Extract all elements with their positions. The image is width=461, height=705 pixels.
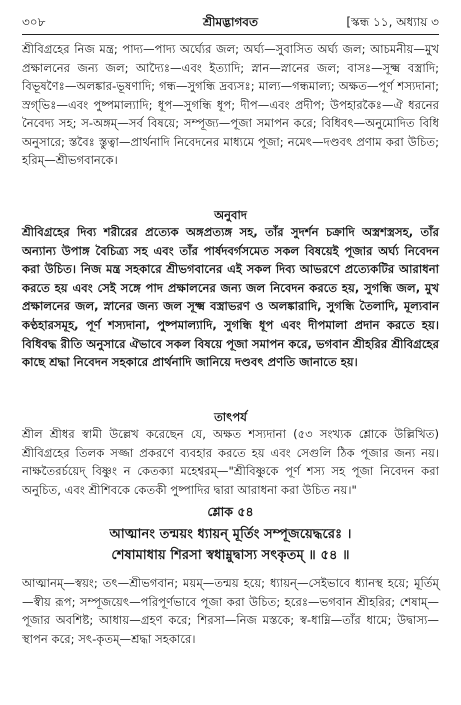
word-synonyms: শ্রীবিগ্রহের নিজ মন্ত্র; পাদ্য—পাদ্য অর্ঘ্যের জল; অর্ঘ্য—সুবাসিত অর্ঘ্য জল; আচমনীয়—মুখ প্রক্ষালনের জন্য জল; আদ্যৈঃ—এবং ইত্যাদি; স্নান—স্নানের জল; বাসঃ—সূক্ষ্ম বস্ত্রাদি; বিভূষণৈঃ—অলঙ্কার-ভূষণাদি; গন্ধ—সুগন্ধি দ্রব্যসঃ; মাল্য—গন্ধমাল্য; অক্ষত—পূর্ণ শস্যদানা; স্রগ্‌ভিঃ—এবং পুষ্পমাল্যাদি; ধূপ—সুগন্ধি ধূপ; দীপ—এবং প্রদীপ; উপহারকৈঃ—ঐ ধরনের নৈবেদ্য সহ; স-অঙ্গম্—সর্ব বিষয়ে; সম্পূজ্য—পূজা সমাপন করে; বিধিবৎ—অনুমোদিত বিধি অনুসারে; স্তবৈঃ স্তুত্বা—প্রার্থনাদি নিবেদনের মাধ্যমে পূজা; নমেৎ—দণ্ডবৎ প্রণাম করা উচিত; হরিম্—শ্রীভগবানকে।: [22, 42, 439, 167]
verse-label: শ্লোক ৫৪: [207, 504, 254, 519]
chapter-reference: [স্কন্ধ ১১, অধ্যায় ৩: [346, 15, 439, 29]
purport-heading: তাৎপর্য: [214, 410, 247, 424]
book-title: শ্রীমদ্ভাগবত: [202, 15, 258, 29]
verse-synonyms: আত্মানম্—স্বয়ং; তৎ—শ্রীভগবান; ময়ম্—তন্ময় হয়ে; ধ্যায়ন্—সেইভাবে ধ্যানস্থ হয়ে; মূর্তিম্—স্বীয় রূপ; সম্পূজয়েৎ—পরিপূর্ণভাবে পূজা করা উচিত; হরেঃ—ভগবান শ্রীহরির; শেষাম্—পূজার অবশিষ্ট; আধায়—গ্রহণ করে; শিরসা—নিজ মস্তকে; স্ব-ধাম্নি—তাঁর ধামে; উদ্বাস্য—স্থাপন করে; সৎ-কৃতম্—শ্রদ্ধা সহকারে।: [22, 576, 439, 646]
verse-line: শেষামাধায় শিরসা স্বধাম্নুদ্বাস্য সৎকৃতম্ ॥ ৫৪ ॥: [111, 548, 350, 563]
page-header: [22, 12, 439, 32]
translation-text: শ্রীবিগ্রহের দিব্য শরীরের প্রত্যেক অঙ্গপ্রত্যঙ্গ সহ, তাঁর সুদর্শন চক্রাদি অস্ত্রশস্ত্রসহ, তাঁর অন্যান্য উপাঙ্গ বৈচিত্র্য সহ এবং তাঁর পার্ষদবর্গসমেত সকল বিষয়েই পূজার অর্ঘ্য নিবেদন করা উচিত। নিজ মন্ত্র সহকারে শ্রীভগবানের এই সকল দিব্য আভরণে প্রত্যেকটির আরাধনা করতে হয় এবং সেই সঙ্গে পাদ প্রক্ষালনের জন্য জল নিবেদন করতে হয়, সুগন্ধি জল, মুখ প্রক্ষালনের জল, স্নানের জন্য জল সূক্ষ্ম বস্ত্রাভরণ ও অলঙ্কারাদি, সুগন্ধি তৈলাদি, মূল্যবান কণ্ঠহারসমূহ, পূর্ণ শস্যদানা, পুষ্পমাল্যাদি, সুগন্ধি ধূপ এবং দীপমালা প্রদান করতে হয়। বিধিবদ্ধ রীতি অনুসারে ঐভাবে সকল বিষয়ে পূজা সমাপন করে, ভগবান শ্রীহরির শ্রীবিগ্রহের কাছে শ্রদ্ধা নিবেদন সহকারে প্রার্থনাদি জানিয়ে দণ্ডবৎ প্রণতি জানাতে হয়।: [22, 225, 439, 370]
page-number: ৩০৮: [22, 15, 46, 29]
page-body: [22, 40, 439, 686]
verse-line: আত্মানং তন্ময়ং ধ্যায়ন্ মূর্তিং সম্পূজয়েদ্ধরেঃ ।: [109, 527, 352, 542]
verse-text: [22, 524, 439, 570]
header-divider: [22, 34, 439, 35]
translation-heading: অনুবাদ: [214, 208, 247, 222]
purport-text: শ্রীল শ্রীধর স্বামী উল্লেখ করেছেন যে, অক্ষত শস্যদানা (৫৩ সংখ্যক শ্লোকে উল্লিখিত) শ্রীবিগ্রহের তিলক সজ্জা প্রকরণে ব্যবহার করতে হয় এবং সেগুলি ঠিক পূজার জন্য নয়। নাক্ষতৈরর্চয়েদ্ বিষ্ণুং ন কেতক্যা মহেশ্বরম্—"শ্রীবিষ্ণুকে পূর্ণ শস্য সহ পূজা নিবেদন করা অনুচিত, এবং শ্রীশিবকে কেতকী পুষ্পাদির দ্বারা আরাধনা করা উচিত নয়।": [22, 427, 439, 497]
